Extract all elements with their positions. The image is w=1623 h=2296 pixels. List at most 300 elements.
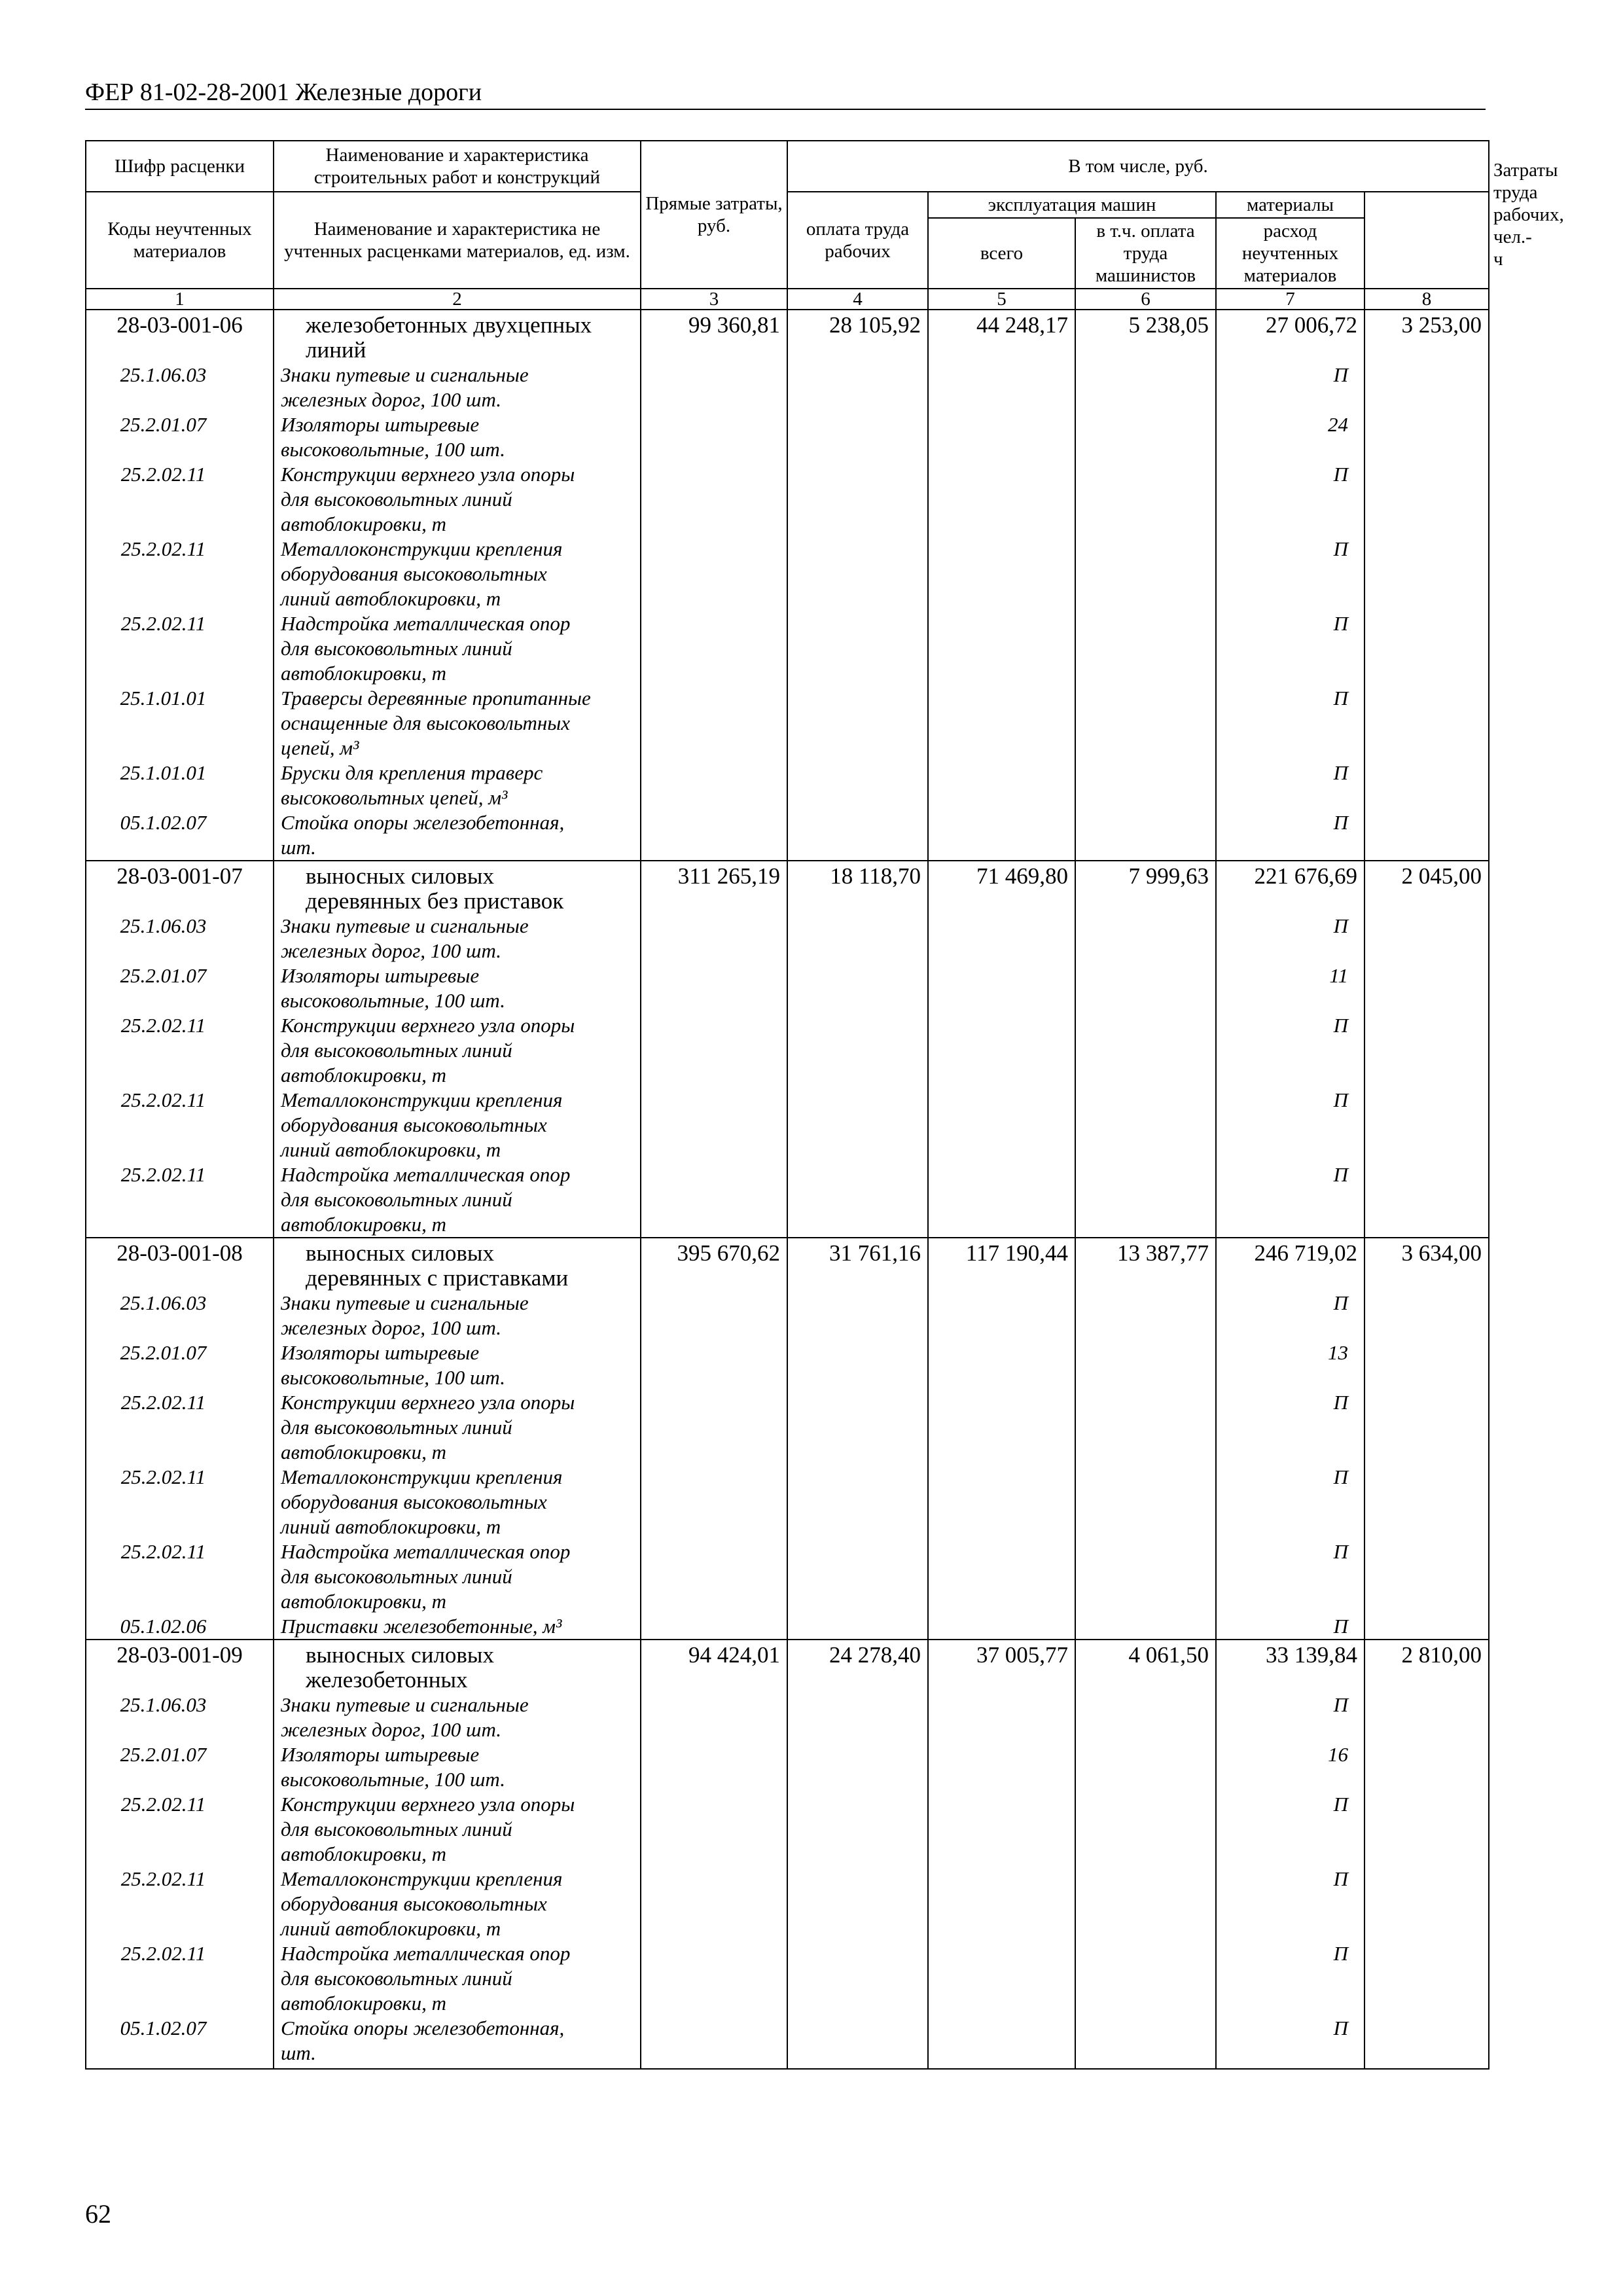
empty-cell bbox=[641, 1742, 787, 1792]
empty-cell bbox=[274, 2066, 641, 2069]
column-number: 1 bbox=[86, 289, 274, 310]
material-code: 25.1.06.03 bbox=[86, 914, 274, 963]
material-name-line: цепей, м³ bbox=[281, 736, 359, 759]
empty-cell bbox=[1364, 363, 1489, 412]
material-name bbox=[274, 1614, 641, 1640]
material-row bbox=[86, 537, 1489, 611]
empty-cell bbox=[1364, 412, 1489, 462]
empty-cell bbox=[787, 2066, 928, 2069]
material-name-line: автоблокировки, т bbox=[281, 1992, 446, 2015]
material-consumption: П bbox=[1216, 1291, 1364, 1340]
empty-cell bbox=[1364, 1792, 1489, 1867]
column-number: 5 bbox=[928, 289, 1075, 310]
material-consumption: П bbox=[1216, 537, 1364, 611]
material-code: 25.2.01.07 bbox=[86, 412, 274, 462]
empty-cell bbox=[928, 462, 1075, 537]
empty-cell bbox=[641, 1867, 787, 1941]
material-name bbox=[274, 412, 641, 462]
rate-row bbox=[86, 861, 1489, 914]
empty-cell bbox=[86, 2066, 274, 2069]
empty-cell bbox=[787, 1088, 928, 1162]
material-code: 25.2.02.11 bbox=[86, 462, 274, 537]
material-name bbox=[274, 1340, 641, 1390]
rate-name bbox=[274, 861, 641, 914]
material-code: 25.2.02.11 bbox=[86, 1390, 274, 1465]
material-row bbox=[86, 1465, 1489, 1539]
empty-cell bbox=[1075, 2066, 1216, 2069]
empty-cell bbox=[928, 1291, 1075, 1340]
empty-cell bbox=[1364, 1340, 1489, 1390]
material-consumption: П bbox=[1216, 914, 1364, 963]
material-consumption: П bbox=[1216, 761, 1364, 810]
material-name-line: железных дорог, 100 шт. bbox=[281, 388, 501, 411]
empty-cell bbox=[641, 1162, 787, 1238]
empty-cell bbox=[1364, 2016, 1489, 2066]
machinist-pay: 5 238,05 bbox=[1075, 310, 1216, 363]
material-name bbox=[274, 1867, 641, 1941]
empty-cell bbox=[1364, 686, 1489, 761]
empty-cell bbox=[1075, 1941, 1216, 2016]
empty-cell bbox=[928, 686, 1075, 761]
empty-cell bbox=[787, 1693, 928, 1742]
empty-cell bbox=[1075, 2016, 1216, 2066]
material-name bbox=[274, 462, 641, 537]
material-name-line: оборудования высоковольтных bbox=[281, 1490, 547, 1513]
empty-cell bbox=[928, 1867, 1075, 1941]
material-code: 25.2.02.11 bbox=[86, 1539, 274, 1614]
column-number: 2 bbox=[274, 289, 641, 310]
empty-cell bbox=[1364, 1162, 1489, 1238]
empty-cell bbox=[787, 914, 928, 963]
column-number: 8 bbox=[1364, 289, 1489, 310]
empty-cell bbox=[787, 1162, 928, 1238]
empty-cell bbox=[641, 963, 787, 1013]
material-consumption: 11 bbox=[1216, 963, 1364, 1013]
material-name-line: для высоковольтных линий bbox=[281, 1565, 512, 1588]
material-consumption: П bbox=[1216, 1693, 1364, 1742]
material-consumption: П bbox=[1216, 1941, 1364, 2016]
column-number: 7 bbox=[1216, 289, 1364, 310]
empty-cell bbox=[787, 2016, 928, 2066]
material-name bbox=[274, 611, 641, 686]
material-row bbox=[86, 810, 1489, 861]
material-name-line: железных дорог, 100 шт. bbox=[281, 1718, 501, 1741]
material-name-line: шт. bbox=[281, 2041, 316, 2064]
rate-name-line: деревянных без приставок bbox=[306, 888, 564, 914]
material-name-line: Бруски для крепления траверс bbox=[281, 761, 543, 784]
empty-cell bbox=[1075, 1390, 1216, 1465]
material-row bbox=[86, 1390, 1489, 1465]
material-name bbox=[274, 1742, 641, 1792]
material-name-line: Изоляторы штыревые bbox=[281, 1743, 480, 1766]
material-name bbox=[274, 363, 641, 412]
empty-cell bbox=[928, 611, 1075, 686]
empty-cell bbox=[1364, 1867, 1489, 1941]
labor-pay: 31 761,16 bbox=[787, 1238, 928, 1291]
column-number-row bbox=[86, 289, 1489, 310]
empty-cell bbox=[1075, 761, 1216, 810]
empty-cell bbox=[1364, 1390, 1489, 1465]
material-name-line: Металлоконструкции крепления bbox=[281, 537, 563, 560]
material-name-line: оборудования высоковольтных bbox=[281, 562, 547, 585]
material-consumption: П bbox=[1216, 686, 1364, 761]
material-name-line: Надстройка металлическая опор bbox=[281, 612, 571, 635]
material-consumption: П bbox=[1216, 1162, 1364, 1238]
material-name bbox=[274, 963, 641, 1013]
material-name bbox=[274, 1088, 641, 1162]
empty-cell bbox=[1075, 686, 1216, 761]
header-machine-total: всего bbox=[928, 218, 1075, 289]
material-name-line: Надстройка металлическая опор bbox=[281, 1540, 571, 1563]
empty-cell bbox=[641, 412, 787, 462]
table-body bbox=[86, 310, 1489, 2069]
material-name-line: Конструкции верхнего узла опоры bbox=[281, 463, 575, 486]
empty-cell bbox=[928, 2066, 1075, 2069]
material-row bbox=[86, 462, 1489, 537]
empty-cell bbox=[1364, 1941, 1489, 2016]
empty-cell bbox=[1075, 1465, 1216, 1539]
empty-cell bbox=[787, 810, 928, 861]
materials-cost: 246 719,02 bbox=[1216, 1238, 1364, 1291]
machinist-pay: 7 999,63 bbox=[1075, 861, 1216, 914]
empty-cell bbox=[787, 686, 928, 761]
material-consumption: 13 bbox=[1216, 1340, 1364, 1390]
material-consumption: П bbox=[1216, 1465, 1364, 1539]
empty-cell bbox=[787, 1340, 928, 1390]
empty-cell bbox=[641, 462, 787, 537]
empty-cell bbox=[1075, 1088, 1216, 1162]
material-row bbox=[86, 686, 1489, 761]
material-name-line: железных дорог, 100 шт. bbox=[281, 939, 501, 962]
rate-name bbox=[274, 1640, 641, 1693]
material-code: 25.2.02.11 bbox=[86, 1162, 274, 1238]
empty-cell bbox=[1075, 462, 1216, 537]
empty-cell bbox=[787, 761, 928, 810]
material-name-line: высоковольтные, 100 шт. bbox=[281, 1768, 505, 1791]
material-name-line: Изоляторы штыревые bbox=[281, 413, 480, 436]
empty-cell bbox=[928, 761, 1075, 810]
material-consumption: П bbox=[1216, 462, 1364, 537]
empty-cell bbox=[1364, 462, 1489, 537]
material-name-line: Знаки путевые и сигнальные bbox=[281, 914, 529, 937]
machinist-pay: 4 061,50 bbox=[1075, 1640, 1216, 1693]
rate-code: 28-03-001-08 bbox=[86, 1238, 274, 1291]
material-name-line: Конструкции верхнего узла опоры bbox=[281, 1793, 575, 1816]
material-name-line: автоблокировки, т bbox=[281, 1213, 446, 1236]
material-name-line: Металлоконструкции крепления bbox=[281, 1465, 563, 1488]
empty-cell bbox=[1364, 537, 1489, 611]
materials-cost: 33 139,84 bbox=[1216, 1640, 1364, 1693]
material-name-line: Знаки путевые и сигнальные bbox=[281, 1291, 529, 1314]
material-code: 25.2.02.11 bbox=[86, 1792, 274, 1867]
empty-cell bbox=[928, 1539, 1075, 1614]
rate-name-line: выносных силовых bbox=[306, 863, 494, 889]
empty-cell bbox=[1364, 1539, 1489, 1614]
material-consumption: П bbox=[1216, 1088, 1364, 1162]
table-bottom-border bbox=[86, 2066, 1489, 2069]
material-row bbox=[86, 1693, 1489, 1742]
material-row bbox=[86, 963, 1489, 1013]
material-name-line: Приставки железобетонные, м³ bbox=[281, 1615, 562, 1638]
empty-cell bbox=[928, 2016, 1075, 2066]
empty-cell bbox=[928, 1941, 1075, 2016]
empty-cell bbox=[641, 1390, 787, 1465]
material-name-line: линий автоблокировки, т bbox=[281, 1917, 501, 1940]
empty-cell bbox=[787, 363, 928, 412]
empty-cell bbox=[787, 1792, 928, 1867]
header-including: В том числе, руб. bbox=[787, 141, 1489, 192]
material-name-line: оборудования высоковольтных bbox=[281, 1113, 547, 1136]
material-name-line: Конструкции верхнего узла опоры bbox=[281, 1014, 575, 1037]
material-row bbox=[86, 363, 1489, 412]
direct-costs: 311 265,19 bbox=[641, 861, 787, 914]
empty-cell bbox=[928, 1088, 1075, 1162]
material-name-line: для высоковольтных линий bbox=[281, 1818, 512, 1840]
material-name bbox=[274, 1162, 641, 1238]
rates-table bbox=[85, 140, 1564, 2070]
empty-cell bbox=[928, 1465, 1075, 1539]
material-consumption: П bbox=[1216, 1614, 1364, 1640]
material-name-line: автоблокировки, т bbox=[281, 1842, 446, 1865]
header-material-consumption: расход неучтенных материалов bbox=[1216, 218, 1364, 289]
material-name-line: автоблокировки, т bbox=[281, 512, 446, 535]
rate-code: 28-03-001-06 bbox=[86, 310, 274, 363]
rate-name-line: железобетонных bbox=[306, 1667, 468, 1693]
material-name-line: Знаки путевые и сигнальные bbox=[281, 363, 529, 386]
direct-costs: 395 670,62 bbox=[641, 1238, 787, 1291]
header-material-name: Наименование и характеристика не учтенных расценками материалов, ед. изм. bbox=[274, 192, 641, 289]
material-name-line: автоблокировки, т bbox=[281, 662, 446, 685]
material-row bbox=[86, 1340, 1489, 1390]
empty-cell bbox=[1075, 537, 1216, 611]
material-consumption: П bbox=[1216, 1792, 1364, 1867]
empty-cell bbox=[787, 1291, 928, 1340]
empty-cell bbox=[641, 363, 787, 412]
empty-cell bbox=[641, 686, 787, 761]
material-name-line: Стойка опоры железобетонная, bbox=[281, 811, 565, 834]
material-name bbox=[274, 1539, 641, 1614]
empty-cell bbox=[1075, 1162, 1216, 1238]
material-consumption: 16 bbox=[1216, 1742, 1364, 1792]
rate-name bbox=[274, 1238, 641, 1291]
material-row bbox=[86, 1539, 1489, 1614]
material-code: 25.1.06.03 bbox=[86, 363, 274, 412]
material-name-line: для высоковольтных линий bbox=[281, 1416, 512, 1439]
empty-cell bbox=[1075, 1291, 1216, 1340]
material-name-line: Конструкции верхнего узла опоры bbox=[281, 1391, 575, 1414]
material-name-line: высоковольтные, 100 шт. bbox=[281, 989, 505, 1012]
empty-cell bbox=[1364, 611, 1489, 686]
material-code: 25.1.06.03 bbox=[86, 1291, 274, 1340]
empty-cell bbox=[641, 611, 787, 686]
material-name-line: автоблокировки, т bbox=[281, 1064, 446, 1086]
empty-cell bbox=[787, 1465, 928, 1539]
empty-cell bbox=[641, 537, 787, 611]
empty-cell bbox=[928, 914, 1075, 963]
material-row bbox=[86, 1792, 1489, 1867]
material-consumption: П bbox=[1216, 611, 1364, 686]
header-work-name: Наименование и характеристика строительных работ и конструкций bbox=[274, 141, 641, 192]
material-name-line: железных дорог, 100 шт. bbox=[281, 1316, 501, 1339]
empty-cell bbox=[1075, 1013, 1216, 1088]
empty-cell bbox=[1364, 914, 1489, 963]
empty-cell bbox=[787, 462, 928, 537]
material-name bbox=[274, 1693, 641, 1742]
empty-cell bbox=[1075, 1742, 1216, 1792]
machine-costs: 71 469,80 bbox=[928, 861, 1075, 914]
header-materials: материалы bbox=[1216, 192, 1364, 218]
rate-name-line: линий bbox=[306, 337, 366, 363]
header-labor-pay: оплата труда рабочих bbox=[787, 192, 928, 289]
material-code: 25.2.02.11 bbox=[86, 1941, 274, 2016]
empty-cell bbox=[928, 1742, 1075, 1792]
empty-cell bbox=[1075, 1693, 1216, 1742]
material-name-line: Металлоконструкции крепления bbox=[281, 1088, 563, 1111]
header-rate-code: Шифр расценки bbox=[86, 141, 274, 192]
material-code: 05.1.02.06 bbox=[86, 1614, 274, 1640]
empty-cell bbox=[787, 1742, 928, 1792]
empty-cell bbox=[928, 1013, 1075, 1088]
material-row bbox=[86, 1941, 1489, 2016]
empty-cell bbox=[1364, 963, 1489, 1013]
empty-cell bbox=[641, 1539, 787, 1614]
empty-cell bbox=[1364, 2066, 1489, 2069]
labor-hours: 3 253,00 bbox=[1364, 310, 1489, 363]
empty-cell bbox=[787, 1013, 928, 1088]
empty-cell bbox=[641, 2016, 787, 2066]
material-name bbox=[274, 761, 641, 810]
material-row bbox=[86, 914, 1489, 963]
empty-cell bbox=[1364, 1693, 1489, 1742]
material-name bbox=[274, 914, 641, 963]
material-name-line: для высоковольтных линий bbox=[281, 1967, 512, 1990]
direct-costs: 94 424,01 bbox=[641, 1640, 787, 1693]
empty-cell bbox=[641, 1614, 787, 1640]
material-consumption: П bbox=[1216, 1867, 1364, 1941]
empty-cell bbox=[641, 2066, 787, 2069]
material-row bbox=[86, 2016, 1489, 2066]
column-number: 6 bbox=[1075, 289, 1216, 310]
empty-cell bbox=[1075, 412, 1216, 462]
empty-cell bbox=[1364, 1013, 1489, 1088]
rate-name-line: железобетонных двухцепных bbox=[306, 312, 592, 338]
material-name bbox=[274, 810, 641, 861]
empty-cell bbox=[928, 537, 1075, 611]
empty-cell bbox=[928, 1390, 1075, 1465]
labor-pay: 18 118,70 bbox=[787, 861, 928, 914]
empty-cell bbox=[787, 1539, 928, 1614]
material-row bbox=[86, 1614, 1489, 1640]
material-code: 25.1.01.01 bbox=[86, 686, 274, 761]
empty-cell bbox=[641, 1088, 787, 1162]
empty-cell bbox=[1364, 1742, 1489, 1792]
material-name-line: высоковольтные, 100 шт. bbox=[281, 438, 505, 461]
machine-costs: 117 190,44 bbox=[928, 1238, 1075, 1291]
rate-row bbox=[86, 1238, 1489, 1291]
empty-cell bbox=[1075, 810, 1216, 861]
material-name-line: Траверсы деревянные пропитанные bbox=[281, 687, 591, 709]
empty-cell bbox=[1364, 1291, 1489, 1340]
empty-cell bbox=[928, 1162, 1075, 1238]
empty-cell bbox=[1216, 2066, 1364, 2069]
material-name-line: автоблокировки, т bbox=[281, 1441, 446, 1463]
material-code: 05.1.02.07 bbox=[86, 810, 274, 861]
material-name bbox=[274, 686, 641, 761]
empty-cell bbox=[1075, 1792, 1216, 1867]
empty-cell bbox=[787, 1390, 928, 1465]
material-code: 05.1.02.07 bbox=[86, 2016, 274, 2066]
material-code: 25.2.01.07 bbox=[86, 963, 274, 1013]
material-consumption: П bbox=[1216, 810, 1364, 861]
empty-cell bbox=[787, 611, 928, 686]
empty-cell bbox=[641, 1792, 787, 1867]
empty-cell bbox=[641, 1465, 787, 1539]
empty-cell bbox=[641, 1941, 787, 2016]
empty-cell bbox=[1075, 363, 1216, 412]
material-name-line: для высоковольтных линий bbox=[281, 488, 512, 511]
materials-cost: 27 006,72 bbox=[1216, 310, 1364, 363]
empty-cell bbox=[1075, 1867, 1216, 1941]
rate-name-line: деревянных с приставками bbox=[306, 1265, 569, 1291]
material-name-line: для высоковольтных линий bbox=[281, 1188, 512, 1211]
empty-cell bbox=[641, 1693, 787, 1742]
material-name bbox=[274, 1465, 641, 1539]
empty-cell bbox=[641, 1013, 787, 1088]
header-direct-costs: Прямые затраты, руб. bbox=[641, 141, 787, 289]
material-name bbox=[274, 537, 641, 611]
material-name-line: линий автоблокировки, т bbox=[281, 1515, 501, 1538]
empty-cell bbox=[1075, 1539, 1216, 1614]
labor-hours: 3 634,00 bbox=[1364, 1238, 1489, 1291]
empty-cell bbox=[641, 761, 787, 810]
empty-cell bbox=[787, 1941, 928, 2016]
machine-costs: 44 248,17 bbox=[928, 310, 1075, 363]
empty-cell bbox=[1364, 761, 1489, 810]
empty-cell bbox=[641, 1291, 787, 1340]
material-name-line: для высоковольтных линий bbox=[281, 637, 512, 660]
material-row bbox=[86, 1867, 1489, 1941]
empty-cell bbox=[1075, 963, 1216, 1013]
material-name-line: Изоляторы штыревые bbox=[281, 964, 480, 987]
column-number: 3 bbox=[641, 289, 787, 310]
material-code: 25.2.02.11 bbox=[86, 1867, 274, 1941]
empty-cell bbox=[928, 363, 1075, 412]
labor-pay: 28 105,92 bbox=[787, 310, 928, 363]
material-code: 25.2.02.11 bbox=[86, 1088, 274, 1162]
empty-cell bbox=[1075, 611, 1216, 686]
header-material-codes: Коды неучтенных материалов bbox=[86, 192, 274, 289]
material-code: 25.2.02.11 bbox=[86, 1465, 274, 1539]
empty-cell bbox=[787, 1867, 928, 1941]
rate-name-line: выносных силовых bbox=[306, 1642, 494, 1668]
materials-cost: 221 676,69 bbox=[1216, 861, 1364, 914]
material-row bbox=[86, 1013, 1489, 1088]
empty-cell bbox=[641, 810, 787, 861]
rate-row bbox=[86, 1640, 1489, 1693]
material-name-line: Надстройка металлическая опор bbox=[281, 1163, 571, 1186]
header-machine-operation: эксплуатация машин bbox=[928, 192, 1216, 218]
material-name-line: линий автоблокировки, т bbox=[281, 1138, 501, 1161]
material-name bbox=[274, 1792, 641, 1867]
material-code: 25.1.06.03 bbox=[86, 1693, 274, 1742]
material-name-line: высоковольтных цепей, м³ bbox=[281, 786, 508, 809]
material-name-line: оснащенные для высоковольтных bbox=[281, 711, 570, 734]
material-row bbox=[86, 1162, 1489, 1238]
material-name-line: Надстройка металлическая опор bbox=[281, 1942, 571, 1965]
empty-cell bbox=[787, 537, 928, 611]
material-name-line: автоблокировки, т bbox=[281, 1590, 446, 1613]
rate-code: 28-03-001-07 bbox=[86, 861, 274, 914]
